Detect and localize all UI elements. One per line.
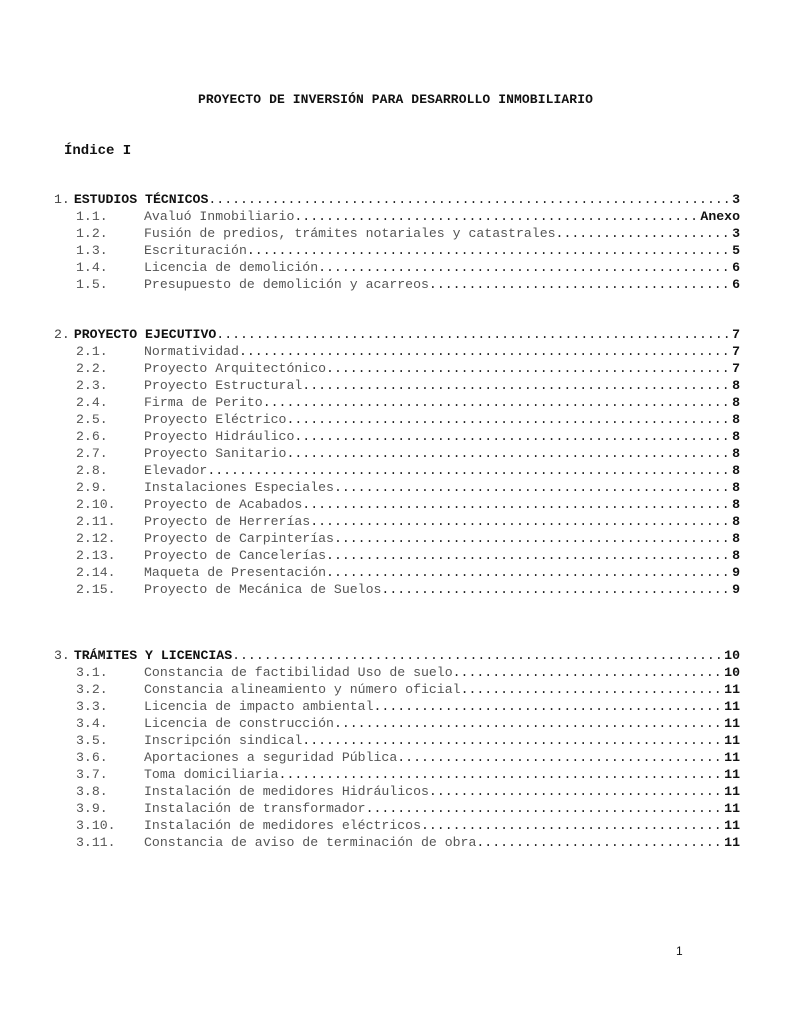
entry-label: Licencia de construcción — [144, 716, 334, 731]
entry-page: 8 — [732, 531, 740, 546]
entry-page: 3 — [732, 192, 740, 207]
toc-entry — [54, 681, 740, 698]
entry-page: 5 — [732, 243, 740, 258]
toc-entry — [54, 343, 740, 360]
entry-number: 3.8. — [76, 784, 108, 799]
entry-number: 3.1. — [76, 665, 108, 680]
toc-entry — [54, 547, 740, 564]
dot-leader — [453, 664, 725, 681]
dot-leader — [381, 581, 732, 598]
entry-page: 9 — [732, 582, 740, 597]
dot-leader — [326, 547, 732, 564]
toc-entry — [54, 530, 740, 547]
entry-number: 1.2. — [76, 226, 108, 241]
entry-page: 7 — [732, 344, 740, 359]
dot-leader — [556, 225, 733, 242]
entry-label: Proyecto Arquitectónico — [144, 361, 327, 376]
entry-label: Instalaciones Especiales — [144, 480, 334, 495]
entry-page: 8 — [732, 378, 740, 393]
dot-leader — [294, 428, 732, 445]
entry-page: 8 — [732, 497, 740, 512]
toc-entry — [54, 242, 740, 259]
entry-label: Normatividad — [144, 344, 239, 359]
toc-entry — [54, 817, 740, 834]
entry-label: Fusión de predios, trámites notariales y catastrales — [144, 226, 556, 241]
toc-entry — [54, 834, 740, 851]
entry-page: 8 — [732, 429, 740, 444]
entry-number: 2.7. — [76, 446, 108, 461]
toc-section-heading — [54, 326, 740, 343]
entry-label: Proyecto de Carpinterías — [144, 531, 334, 546]
toc-entry — [54, 377, 740, 394]
entry-page: 8 — [732, 548, 740, 563]
toc-entry — [54, 445, 740, 462]
entry-label: Inscripción sindical — [144, 733, 303, 748]
entry-number: 2.10. — [76, 497, 116, 512]
toc-entry — [54, 783, 740, 800]
entry-label: Firma de Perito — [144, 395, 263, 410]
dot-leader — [302, 496, 732, 513]
document-title: PROYECTO DE INVERSIÓN PARA DESARROLLO INMOBILIARIO — [197, 92, 594, 107]
entry-label: Toma domiciliaria — [144, 767, 279, 782]
entry-number: 2.12. — [76, 531, 116, 546]
toc-entry — [54, 208, 740, 225]
entry-label: Instalación de medidores Hidráulicos — [144, 784, 429, 799]
dot-leader — [429, 783, 724, 800]
entry-label: Proyecto Eléctrico — [144, 412, 287, 427]
entry-number: 2.13. — [76, 548, 116, 563]
entry-number: 1. — [54, 192, 70, 207]
entry-label: Proyecto de Cancelerías — [144, 548, 327, 563]
entry-label: Licencia de impacto ambiental — [144, 699, 374, 714]
entry-label: Aportaciones a seguridad Pública — [144, 750, 398, 765]
entry-page: 11 — [724, 682, 740, 697]
dot-leader — [461, 681, 725, 698]
entry-number: 3.4. — [76, 716, 108, 731]
dot-leader — [366, 800, 725, 817]
entry-label: Constancia de aviso de terminación de obra — [144, 835, 477, 850]
entry-page: 8 — [732, 463, 740, 478]
entry-label: Instalación de transformador — [144, 801, 366, 816]
toc-section-heading — [54, 647, 740, 664]
entry-number: 3. — [54, 648, 70, 663]
entry-page: 11 — [724, 835, 740, 850]
dot-leader — [302, 377, 732, 394]
toc-entry — [54, 732, 740, 749]
dot-leader — [263, 394, 732, 411]
entry-page: Anexo — [700, 209, 740, 224]
entry-page: 6 — [732, 277, 740, 292]
entry-number: 2.1. — [76, 344, 108, 359]
toc-entry — [54, 496, 740, 513]
toc-section-2 — [54, 326, 740, 598]
dot-leader — [334, 715, 724, 732]
dot-leader — [294, 208, 700, 225]
dot-leader — [239, 343, 732, 360]
entry-label: Proyecto de Acabados — [144, 497, 303, 512]
entry-page: 10 — [724, 648, 740, 663]
entry-number: 3.5. — [76, 733, 108, 748]
entry-label: Escrituración — [144, 243, 247, 258]
toc-entry — [54, 225, 740, 242]
toc-entry — [54, 715, 740, 732]
dot-leader — [374, 698, 725, 715]
dot-leader — [286, 445, 732, 462]
entry-label: Elevador — [144, 463, 208, 478]
entry-number: 2. — [54, 327, 70, 342]
toc-entry — [54, 513, 740, 530]
entry-label: Instalación de medidores eléctricos — [144, 818, 421, 833]
entry-number: 1.4. — [76, 260, 108, 275]
entry-number: 1.3. — [76, 243, 108, 258]
entry-page: 3 — [732, 226, 740, 241]
toc-section-3 — [54, 647, 740, 851]
entry-label: Proyecto de Herrerías — [144, 514, 311, 529]
dot-leader — [421, 817, 724, 834]
page-number: 1 — [676, 944, 683, 958]
entry-page: 6 — [732, 260, 740, 275]
entry-number: 3.3. — [76, 699, 108, 714]
dot-leader — [286, 411, 732, 428]
entry-label: Proyecto Sanitario — [144, 446, 287, 461]
dot-leader — [247, 242, 732, 259]
entry-number: 2.15. — [76, 582, 116, 597]
entry-number: 3.9. — [76, 801, 108, 816]
entry-label: Proyecto de Mecánica de Suelos — [144, 582, 382, 597]
dot-leader — [476, 834, 724, 851]
entry-number: 1.5. — [76, 277, 108, 292]
entry-number: 2.5. — [76, 412, 108, 427]
toc-entry — [54, 749, 740, 766]
entry-page: 11 — [724, 801, 740, 816]
dot-leader — [310, 513, 732, 530]
entry-number: 2.9. — [76, 480, 108, 495]
entry-page: 7 — [732, 361, 740, 376]
entry-label: ESTUDIOS TÉCNICOS — [73, 192, 209, 207]
entry-label: Presupuesto de demolición y acarreos — [144, 277, 429, 292]
entry-label: Licencia de demolición — [144, 260, 319, 275]
entry-label: Constancia de factibilidad Uso de suelo — [144, 665, 453, 680]
entry-page: 11 — [724, 750, 740, 765]
toc-section-heading — [54, 191, 740, 208]
entry-number: 3.10. — [76, 818, 116, 833]
toc-entry — [54, 428, 740, 445]
entry-number: 3.7. — [76, 767, 108, 782]
toc-entry — [54, 360, 740, 377]
dot-leader — [334, 530, 732, 547]
toc-section-1 — [54, 191, 740, 293]
entry-page: 11 — [724, 733, 740, 748]
entry-label: Avaluó Inmobiliario — [144, 209, 295, 224]
entry-number: 3.2. — [76, 682, 108, 697]
toc-entry — [54, 394, 740, 411]
dot-leader — [279, 766, 725, 783]
entry-page: 7 — [732, 327, 740, 342]
dot-leader — [302, 732, 724, 749]
dot-leader — [232, 647, 724, 664]
dot-leader — [429, 276, 732, 293]
dot-leader — [334, 479, 732, 496]
entry-label: TRÁMITES Y LICENCIAS — [73, 648, 233, 663]
toc-entry — [54, 411, 740, 428]
entry-page: 11 — [724, 767, 740, 782]
toc-entry — [54, 664, 740, 681]
toc-entry — [54, 800, 740, 817]
entry-page: 11 — [724, 818, 740, 833]
entry-number: 2.8. — [76, 463, 108, 478]
entry-label: Maqueta de Presentación — [144, 565, 327, 580]
entry-number: 2.4. — [76, 395, 108, 410]
entry-label: Constancia alineamiento y número oficial — [144, 682, 461, 697]
entry-page: 8 — [732, 480, 740, 495]
entry-page: 11 — [724, 699, 740, 714]
index-title: Índice I — [64, 143, 132, 159]
entry-label: Proyecto Estructural — [144, 378, 303, 393]
dot-leader — [326, 564, 732, 581]
toc-entry — [54, 479, 740, 496]
entry-page: 8 — [732, 514, 740, 529]
entry-number: 2.14. — [76, 565, 116, 580]
dot-leader — [216, 326, 732, 343]
entry-page: 10 — [724, 665, 740, 680]
toc-entry — [54, 766, 740, 783]
entry-page: 9 — [732, 565, 740, 580]
entry-label: Proyecto Hidráulico — [144, 429, 295, 444]
dot-leader — [397, 749, 724, 766]
entry-number: 2.11. — [76, 514, 116, 529]
toc-entry — [54, 276, 740, 293]
entry-number: 3.11. — [76, 835, 116, 850]
entry-page: 11 — [724, 716, 740, 731]
dot-leader — [208, 191, 732, 208]
entry-number: 1.1. — [76, 209, 108, 224]
entry-number: 2.2. — [76, 361, 108, 376]
dot-leader — [207, 462, 732, 479]
dot-leader — [318, 259, 732, 276]
toc-entry — [54, 698, 740, 715]
entry-number: 2.3. — [76, 378, 108, 393]
toc-entry — [54, 462, 740, 479]
entry-page: 8 — [732, 412, 740, 427]
entry-number: 2.6. — [76, 429, 108, 444]
entry-page: 8 — [732, 446, 740, 461]
toc-entry — [54, 581, 740, 598]
entry-page: 11 — [724, 784, 740, 799]
entry-page: 8 — [732, 395, 740, 410]
toc-entry — [54, 259, 740, 276]
toc-entry — [54, 564, 740, 581]
entry-number: 3.6. — [76, 750, 108, 765]
entry-label: PROYECTO EJECUTIVO — [73, 327, 217, 342]
dot-leader — [326, 360, 732, 377]
